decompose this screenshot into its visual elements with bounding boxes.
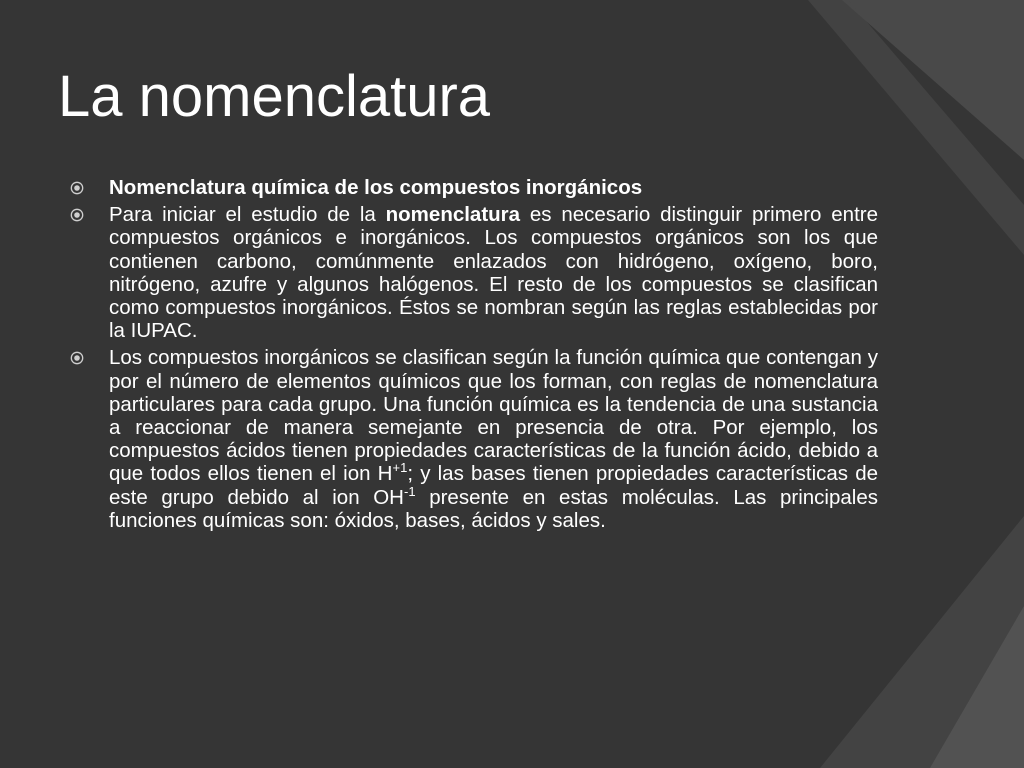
bullet-item bbox=[70, 176, 878, 199]
bullet-item bbox=[70, 203, 878, 342]
charge-superscript: -1 bbox=[404, 483, 416, 499]
bullet-text-part: es necesario distinguir primero entre compuestos orgánicos e inorgánicos. Los compuestos orgánicos son los que contienen carbono, comúnmente enlazados con hidrógeno, oxígeno, boro, nitrógeno, azufre y algunos halógenos. El resto de los compuestos se clasifican como compuestos inorgánicos. Éstos se nombran según las reglas establecidas por la IUPAC. bbox=[109, 203, 878, 343]
bold-term: nomenclatura bbox=[385, 203, 521, 227]
slide-title: La nomenclatura bbox=[58, 64, 491, 129]
bullet-list bbox=[70, 176, 878, 536]
circle-bullet-icon bbox=[70, 351, 84, 365]
bullet-heading: Nomenclatura química de los compuestos inorgánicos bbox=[109, 176, 643, 199]
charge-superscript: +1 bbox=[392, 460, 408, 476]
bullet-item bbox=[70, 346, 878, 532]
bullet-text-part: Para iniciar el estudio de la bbox=[109, 203, 386, 227]
bullet-text-part: ; y las bases tienen propiedades características de este grupo debido al ion OH bbox=[109, 462, 878, 509]
circle-bullet-icon bbox=[70, 208, 84, 222]
bullet-paragraph bbox=[109, 346, 878, 532]
circle-bullet-icon bbox=[70, 181, 84, 195]
bullet-text-part: presente en estas moléculas. Las principales funciones químicas son: óxidos, bases, ácidos y sales. bbox=[109, 485, 878, 532]
bullet-text-part: Los compuestos inorgánicos se clasifican según la función química que contengan y por el número de elementos químicos que los forman, con reglas de nomenclatura particulares para cada grupo. Una función química es la tendencia de una sustancia a reaccionar de manera semejante en presencia de otra. Por ejemplo, los compuestos ácidos tienen propiedades características de la función ácido, debido a que todos ellos tienen el ion H bbox=[109, 346, 878, 486]
bullet-paragraph bbox=[109, 203, 878, 342]
